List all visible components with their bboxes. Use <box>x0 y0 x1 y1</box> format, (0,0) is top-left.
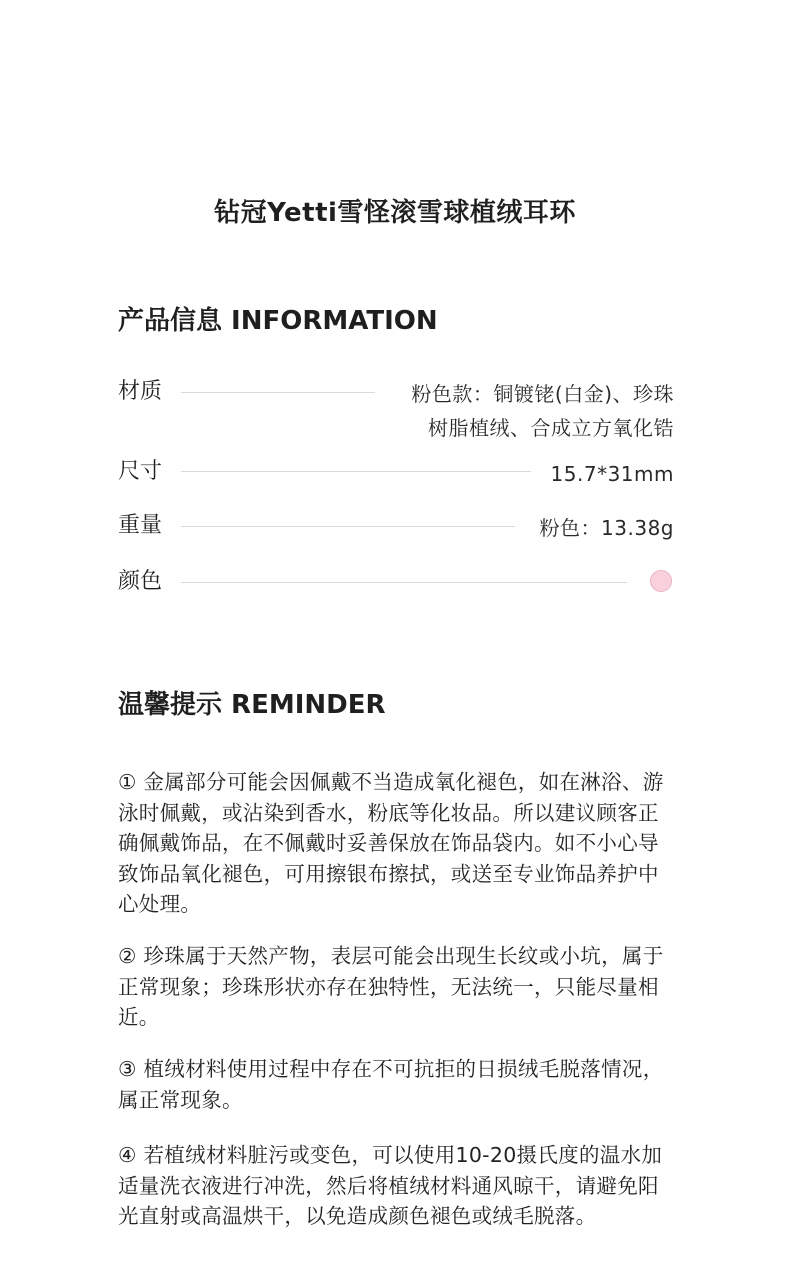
reminder-heading: 温馨提示 REMINDER <box>118 690 386 720</box>
spec-value-material-line1: 粉色款：铜镀铑(白金)、珍珠 <box>411 382 674 406</box>
spec-divider-material <box>181 392 375 393</box>
reminder-item-1: ① 金属部分可能会因佩戴不当造成氧化褪色，如在淋浴、游泳时佩戴，或沾染到香水，粉底等化妆品。所以建议顾客正确佩戴饰品，在不佩戴时妥善保放在饰品袋内。如不小心导致饰品氧化褪色，可用擦银布擦拭，或送至专业饰品养护中心处理。 <box>118 770 664 916</box>
spec-value-material-line2: 树脂植绒、合成立方氧化锆 <box>428 416 674 440</box>
spec-row-material <box>118 377 674 441</box>
spec-label-material: 材质 <box>118 379 163 404</box>
information-heading: 产品信息 INFORMATION <box>118 306 438 336</box>
spec-row-color <box>118 567 674 597</box>
spec-row-weight <box>118 511 674 545</box>
spec-label-weight: 重量 <box>118 513 163 538</box>
reminder-item-4: ④ 若植绒材料脏污或变色，可以使用10-20摄氏度的温水加适量洗衣液进行冲洗，然后将植绒材料通风晾干，请避免阳光直射或高温烘干，以免造成颜色褪色或绒毛脱落。 <box>118 1143 663 1228</box>
spec-divider-size <box>181 471 531 472</box>
spec-row-size <box>118 457 674 491</box>
spec-divider-weight <box>181 526 515 527</box>
reminder-item-2: ② 珍珠属于天然产物，表层可能会出现生长纹或小坑，属于正常现象；珍珠形状亦存在独特性，无法统一，只能尽量相近。 <box>118 944 664 1029</box>
spec-value-weight: 粉色：13.38g <box>539 516 674 540</box>
product-title: 钻冠Yetti雪怪滚雪球植绒耳环 <box>214 198 576 228</box>
reminder-item-3: ③ 植绒材料使用过程中存在不可抗拒的日损绒毛脱落情况，属正常现象。 <box>118 1057 664 1112</box>
spec-value-size: 15.7*31mm <box>550 462 674 486</box>
spec-label-color: 颜色 <box>118 569 163 594</box>
spec-value-material <box>411 377 674 445</box>
spec-divider-color <box>181 582 627 583</box>
spec-label-size: 尺寸 <box>118 459 163 484</box>
color-swatch-pink <box>650 570 672 592</box>
